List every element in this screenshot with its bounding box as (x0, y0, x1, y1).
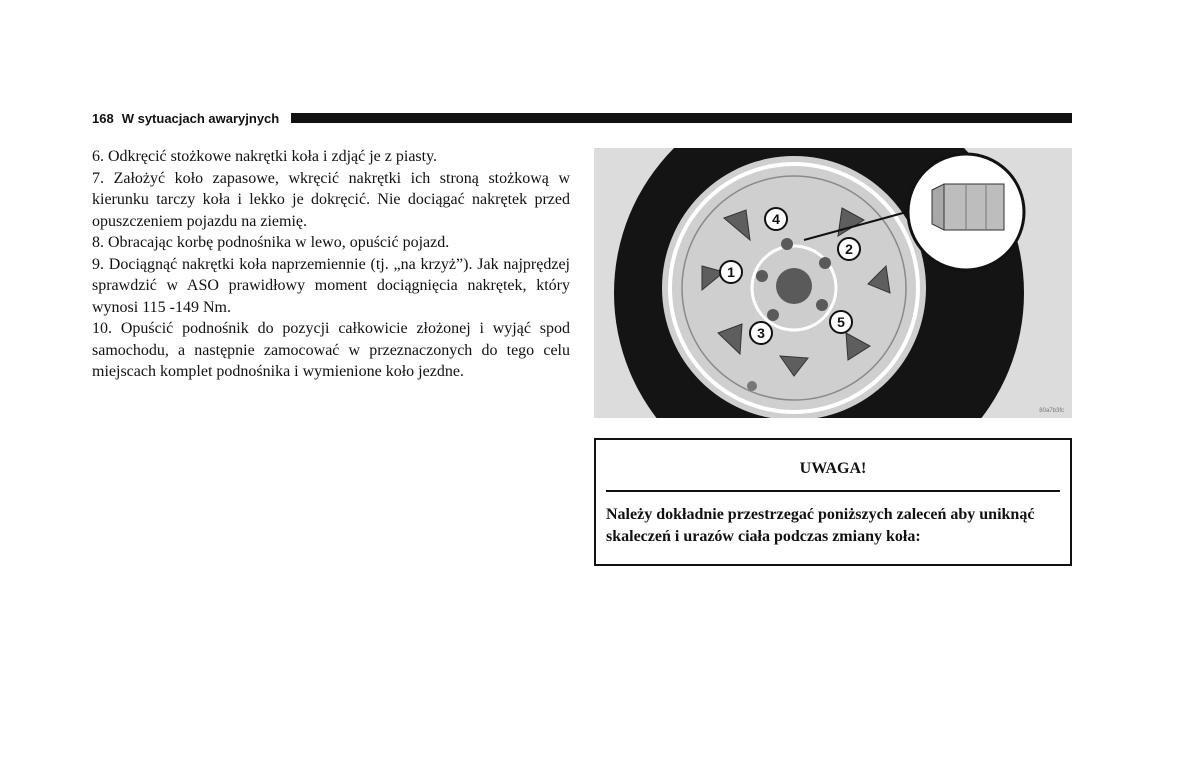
label-4 (765, 208, 787, 230)
step-6: 6. Odkręcić stożkowe nakrętki koła i zdjąć je z piasty. (92, 148, 438, 165)
step-7: 7. Założyć koło zapasowe, wkręcić nakrętki ich stroną stożkową w kierunku tarczy koła i lekko je dokręcić. Nie dociągać nakrętek przed opuszczeniem pojazdu na ziemię. (92, 169, 570, 230)
step-10: 10. Opuścić podnośnik do pozycji całkowicie złożonej i wyjąć spod samochodu, a następnie zamocować w przeznaczonych do tego celu miejscach komplet podnośnika i wymienione koło jezdne. (92, 320, 570, 380)
label-5 (830, 311, 852, 333)
wheel-illustration (594, 148, 1072, 418)
step-9: 9. Dociągnąć nakrętki koła naprzemiennie (tj. „na krzyż”). Jak najprędzej sprawdzić w ASO prawidłowy moment dociągnięcia nakrętek, który wynosi 115 -149 Nm. (92, 255, 570, 316)
page-number: 168 (92, 110, 114, 126)
svg-text:1: 1 (727, 264, 735, 280)
svg-text:4: 4 (772, 211, 780, 227)
valve-stem (747, 381, 757, 391)
svg-text:5: 5 (837, 314, 845, 330)
page-header (92, 108, 1072, 128)
section-title: W sytuacjach awaryjnych (121, 110, 280, 126)
svg-text:3: 3 (757, 325, 765, 341)
warning-divider (606, 490, 1060, 492)
warning-title: UWAGA! (799, 460, 867, 477)
warning-text: Należy dokładnie przestrzegać poniższych zaleceń aby uniknąć skaleczeń i urazów ciała podczas zmiany koła: (606, 506, 1035, 545)
step-8: 8. Obracając korbę podnośnika w lewo, opuścić pojazd. (92, 234, 450, 251)
warning-box (594, 438, 1072, 566)
figure-code: 80a7b3fc (1039, 408, 1064, 414)
label-3 (750, 322, 772, 344)
label-2 (838, 238, 860, 260)
conical-nut-icon (932, 184, 1004, 230)
wheel-nut-diagram (594, 148, 1072, 418)
header-rule (291, 113, 1072, 123)
svg-text:2: 2 (845, 241, 853, 257)
label-1 (720, 261, 742, 283)
instruction-text (92, 146, 570, 383)
hub-center (776, 268, 812, 304)
